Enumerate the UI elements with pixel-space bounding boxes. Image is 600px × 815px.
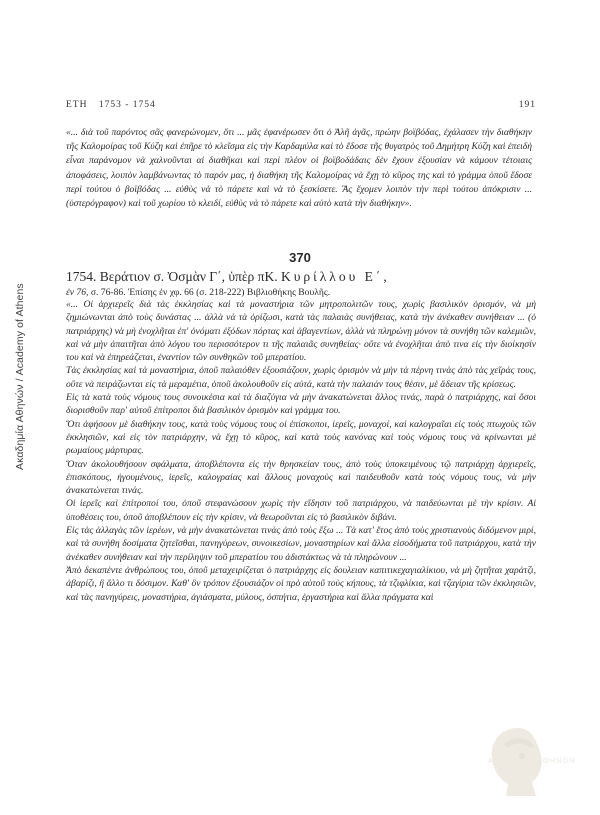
entry-title-name: Κυρίλλου Ε΄, xyxy=(280,269,390,284)
previous-document-excerpt xyxy=(66,126,532,211)
entry-title xyxy=(66,269,536,285)
side-watermark: Ακαδημία Αθηνών / Academy of Athens xyxy=(14,283,26,470)
academy-logo-watermark xyxy=(448,722,578,800)
text-paragraph: Ὅταν ἀκολουθήσουν σφάλματα, ἀποβλέποντα εἰς τὴν θρησκείαν τους, ἀπὸ τοὺς ὑποκειμένους τῷ πατριάρχῃ ἀρχιερεῖς, ἐπισκόπους, ἡγουμένους, ἱερεῖς, καλογραίας καὶ ἄλλους μοναχοὺς καὶ παιδευθοῦν κατὰ τοὺς νόμους τους, νὰ μὴν ἀνακατώνεται τινάς. xyxy=(66,458,536,497)
entry-source-italic: ἐν 76, xyxy=(66,287,89,298)
text-paragraph: Εἰς τὰ κατὰ τοὺς νόμους τους συνοικέσια καὶ τὰ διαζύγια νὰ μὴν ἀνακατώνεται ἄλλος τινάς, παρὰ ὁ πατριάρχης, καὶ ὅσοι διορισθοῦν παρ' αὐτοῦ ἐπίτροποι διὰ βασιλικὸν ὁρισμὸν καὶ γράμμα του. xyxy=(66,392,536,417)
excerpt-paragraph: «... διὰ τοῦ παρόντος σᾶς φανερώνομεν, ὅτι ... μᾶς ἐφανέρωσεν ὅτι ὁ Ἀλῆ ἀγᾶς, πρώην βοϊβόδας, ἐχάλασεν τὴν διαθήκην τῆς Καλομοίρας τοῦ Κύζη καὶ ἐπῆρε τὸ κλεῖσμα εἰς τὴν Καρδαμύλα καὶ τὸ ἔδοσε τῆς θυγατρὸς τοῦ Δημήτρη Κύζη καὶ ἐπειδὴ εἶναι παράνομον νὰ χαλνοῦνται αἱ διαθῆκαι καὶ περὶ πλέον οἱ βοϊβοδάδαις δὲν ἔχουν ἐξουσίαν νὰ κάμουν τέτοιαις ἀποφάσεις, λοιπὸν λαμβάνωντας τὸ παρόν μας, ἡ διαθήκη τῆς Καλομοίρας νὰ ἔχῃ τὸ κῦρος της καὶ τὸ γράμμα ὁποῦ ἔδοσε περὶ τούτου ὁ βοϊβόδας ... εὐθὺς νὰ τὸ πάρετε καὶ νὰ τὸ ξεσκίσετε. Ἂς ἔχομεν λοιπὸν τὴν περὶ τούτου ἀπόκρισιν ... (ὑστερόγραφον) καὶ τοῦ χωρίου τὸ κλειδί, εὐθὺς νὰ τὸ πάρετε καὶ αὐτὸ κατὰ τὴν διαθήκην». xyxy=(66,127,533,210)
text-paragraph: Τὰς ἐκκλησίας καὶ τὰ μοναστήρια, ὁποῦ παλαιόθεν ἐξουσιάζουν, χωρὶς ὁρισμὸν νὰ μὴν τὰ πέρνη τινὰς ἀπὸ τὰς χεῖράς τους, οὔτε νὰ πειράζωνται εἰς τὰ μεραμέτια, ὁποῦ ἀκολουθοῦν εἰς αὐτά, κατὰ τὴν παλαιάν τους θέσιν, μὲ ἄδειαν τῆς κρίσεως. xyxy=(66,365,536,390)
text-paragraph: «... Οἱ ἀρχιερεῖς διὰ τὰς ἐκκλησίας καὶ τὰ μοναστήρια τῶν μητροπολιτῶν τους, χωρὶς βασιλικὸν ὁρισμόν, νὰ μὴ ζημιώνωνται ἀπὸ τοὺς δυνάστας ... ἀλλὰ νὰ τὰ ὁρίζωσι, κατὰ τὰς παλαιὰς συνήθειας, κατὰ τὴν ἀνέκαθεν συνήθειαν ... (ὁ πατριάρχης) νὰ μὴ ἐνοχλῆται ἐπ' ὀνόματι ἐξόδων πόρτας καὶ ἀβαγεντίων, ἀλλὰ νὰ πληρώνῃ μόνον τὰ συνήθη τῶν καλεμιῶν, καὶ νὰ μὴν ἀπαιτῆται ἀπὸ λόγου του περισσότερον τι τῆς παλαιᾶς συνηθείας· οὔτε νὰ ἐνοχλῆται ἀπὸ τινα εἰς τὴν διοίκησίν του καὶ νὰ ἐπηρεάζεται, ἐναντίον τῶν συνθηκῶν τοῦ μπερατίου. xyxy=(66,299,536,364)
text-paragraph: Ὅτι ἀφήσουν μὲ διαθήκην τους, κατὰ τοὺς νόμους τους οἱ ἐπίσκοποι, ἱερεῖς, μοναχοί, καὶ καλογραῖαι εἰς τοὺς πτωχοὺς τῶν ἐκκλησιῶν, καὶ εἰς τὸν πατριάρχην, νὰ ἔχῃ τὸ κῦρος, καὶ κατὰ τοὺς κανόνας καὶ τοὺς νόμους τους νὰ κρίνωνται μὲ ρωμαίους μάρτυρας. xyxy=(66,418,536,457)
logo-text: ΑΚΑΔΗΜΙΑ ΑΘΗΝΩΝ xyxy=(488,756,576,765)
document-text xyxy=(66,298,536,604)
text-paragraph: Οἱ ἱερεῖς καὶ ἐπίτροποί του, ὁποῦ στεφανώσουν χωρὶς τὴν εἴδησιν τοῦ πατριάρχου, νὰ παιδεύωνται μὲ τὴν κρίσιν. Αἱ ὑποθέσεις του, ὁποῦ ἀποβλέπουν εἰς τὴν κρίσιν, νὰ θεωροῦνται εἰς τὸ βασιλικὸν διβάνι. xyxy=(66,498,536,523)
document-number: 370 xyxy=(289,250,311,265)
running-head-prefix: ΕΤΗ xyxy=(66,100,88,110)
entry-source-rest: σ. 76-86. Ἐπίσης ἐν χφ. 66 (σ. 218-222) Βιβλιοθήκης Βουλῆς. xyxy=(90,287,331,298)
entry-year: 1754. xyxy=(66,269,97,284)
running-head xyxy=(66,100,164,110)
entry-title-main: Βεράτιον σ. Ὀσμὰν Γ΄, ὑπὲρ πΚ. xyxy=(99,269,278,284)
page-number: 191 xyxy=(518,100,536,110)
running-head-years: 1753 - 1754 xyxy=(98,100,156,110)
text-paragraph: Εἰς τὰς ἀλλαγὰς τῶν ἱερέων, νὰ μὴν ἀνακατώνεται τινὰς ἀπὸ τοὺς ἔξω ... Τὰ κατ' ἔτος ἀπὸ τοὺς χριστιανοὺς διδόμενον μιρί, καὶ τὰ συνήθη δοσίματα ζητεῖσθαι, πανηγύρεων, συνοικεσίων, μοναστηρίων καὶ ἄλλα εἰσοδήματα τοῦ πατριάρχου, κατὰ τὴν ἀνέκαθεν συνήθειαν καὶ τὴν περίληψιν τοῦ μπερατίου του ἀδιστάκτως νὰ τὰ πληρώνουν ... xyxy=(66,525,536,563)
text-paragraph: Ἀπὸ δεκαπέντε ἀνθρώπους του, ὁποῦ μεταχειρίζεται ὁ πατριάρχης εἰς δουλειαν καπιτικεχαγιαλίκιου, νὰ μὴ ζητῆται χαράτζι, ἀβαρίζι, ἢ ἄλλο τι δόσιμον. Καθ' ὃν τρόπον ἐξουσιάζον οἱ πρὸ αὐτοῦ τοὺς κήπους, τὰ τζιφλίκια, καὶ τζαγίρια τῶν ἐκκλησιῶν, καὶ τὰς πανηγύρεις, μοναστήρια, ἁγιάσματα, μύλους, ὀσπήτια, ἐργαστήρια καὶ ἄλλα πράγματα καὶ xyxy=(66,564,536,603)
page-header xyxy=(66,100,536,110)
